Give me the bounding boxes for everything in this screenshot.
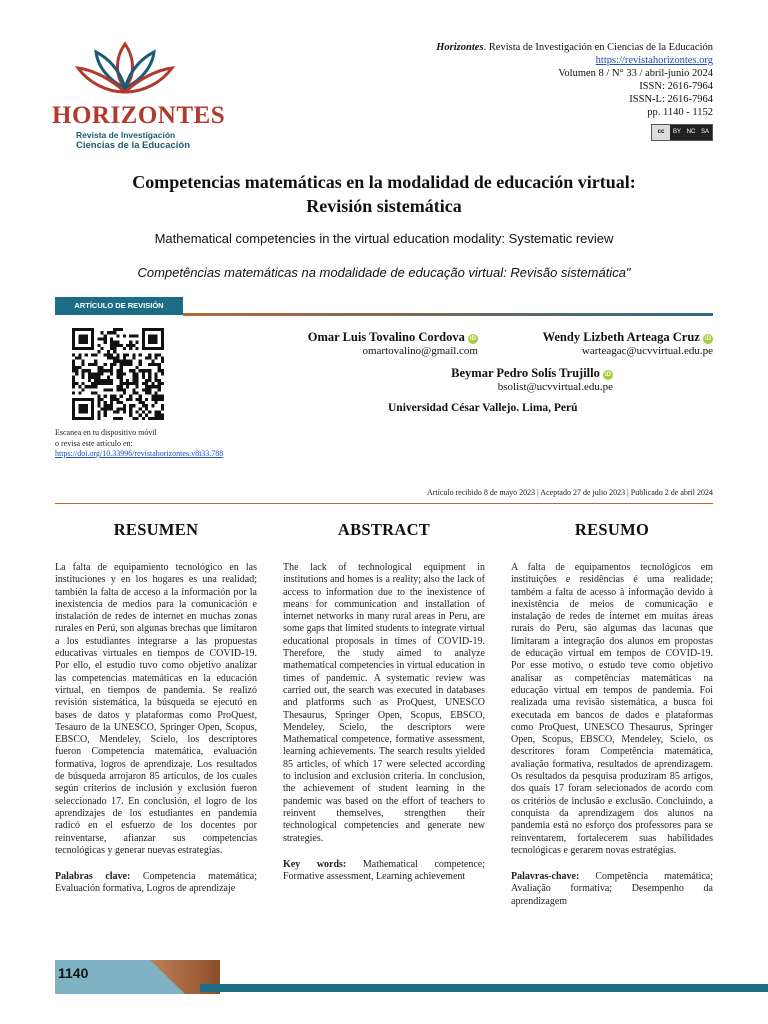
cc-by-icon: BY — [670, 125, 684, 140]
orcid-icon[interactable]: iD — [705, 336, 711, 342]
resumo-column — [511, 520, 713, 908]
article-title-english: Mathematical competencies in the virtual education modality: Systematic review — [154, 231, 614, 246]
page-number: 1140 — [58, 965, 89, 981]
journal-pages: pp. 1140 - 1152 — [647, 107, 713, 118]
article-title-portuguese: Competências matemáticas na modalidade de educação virtual: Revisão sistemática" — [137, 265, 631, 280]
footer-bar — [0, 960, 768, 994]
journal-name: Horizontes. Revista de Investigación en Ciencias de la Educación — [436, 42, 713, 53]
abstract-column — [283, 520, 485, 883]
resumo-keywords: Palavras-chave: Competência matemática; Avaliação formativa; Desempenho da aprendizagem — [511, 871, 714, 907]
logo-subtitle-2: Ciencias de la Educación — [76, 140, 191, 151]
author-block — [451, 366, 613, 393]
doi-link[interactable]: https://doi.org/10.33996/revistahorizontes.v8i33.788 — [55, 449, 224, 458]
author-name: Beymar Pedro Solís Trujillo — [451, 366, 600, 380]
resumen-body: La falta de equipamiento tecnológico en las instituciones y en los hogares es una realidad; también la falta de acceso a la información por la inexistencia de medios para la comunicación e instalación de redes de internet en muchas zonas rurales en Perú, son algunas brechas que limitaron a los estudiantes integrarse a las propuestas educativas virtuales en tiempos de COVID-19. Por ello, el estudio tuvo como objetivo analizar las competencias matemáticas en la educación virtual, en tiempos de pandemia. Se realizó revisión sistemática, la búsqueda se ejecutó en bases de datos y plataformas como ProQuest, Tesauro de la UNESCO, Springer Open, Scopus, EBSCO, Mendeley, Scielo, los descriptores fueron Competencia matemática, evaluación formativa, logros de aprendizaje. Los resultados de búsqueda arrojaron 85 artículos, de los cuales según criterios de inclusión y exclusión fueron seleccionado 17. En conclusión, el logro de los aprendizajes de los estudiantes en pandemia radicó en el esfuerzo de los docentes por reinventarse, afianzar sus competencias tecnológicas y generar nuevas estrategias. — [55, 562, 257, 856]
cc-license-badge[interactable] — [651, 124, 713, 141]
journal-logo — [52, 36, 226, 154]
author-name: Omar Luis Tovalino Cordova — [307, 330, 465, 344]
header-divider — [183, 313, 713, 316]
resumen-heading: RESUMEN — [113, 520, 199, 539]
journal-issn: ISSN: 2616-7964 — [639, 81, 713, 92]
journal-volume: Volumen 8 / N° 33 / abril-junio 2024 — [558, 68, 713, 79]
orcid-icon[interactable]: iD — [605, 372, 611, 378]
scan-note: Escanea en tu dispositivo móvil o revisa este artículo en: https://doi.org/10.33996/revistahorizontes.v8i33.788 — [55, 428, 224, 458]
qr-code-icon[interactable] — [72, 328, 164, 420]
author-block — [308, 330, 478, 357]
article-type-badge: ARTÍCULO DE REVISIÓN — [55, 297, 183, 315]
resumo-body: A falta de equipamentos tecnológicos em instituições e residências é uma realidade; também a falta de acesso à informação devido à inexistência de meios de comunicação e instalação de redes de internet em muitas áreas rurais do Peru, são algumas das lacunas que limitaram a integração dos alunos em propostas de educação virtual em tempos de COVID-19. Por esse motivo, o estudo teve como objetivo analisar as competências matemáticas na educação virtual em tempos de pandemia. Foi realizada uma revisão sistemática, a busca foi executada em bancos de dados e plataformas como ProQuest, UNESCO Thesaurus, Springer Open, Scopus, EBSCO, Mendeley, Scielo, os descritores foram Competência matemática, avaliação formativa, resultados de aprendizagem. Os resultados da pesquisa produziram 85 artigos, dos quais 17 foram selecionados de acordo com os critérios de inclusão e exclusão. Concluindo, a conquista da aprendizagem dos alunos na pandemia está no esforço dos professores para se reinventarem, fortalecerem suas habilidades tecnológicas e gerarem novas estratégias. — [511, 562, 713, 856]
journal-url-link[interactable]: https://revistahorizontes.org — [595, 55, 713, 66]
author-affiliation: Universidad César Vallejo. Lima, Perú — [388, 402, 578, 414]
lotus-icon — [70, 36, 180, 106]
orcid-icon[interactable]: iD — [470, 336, 476, 342]
dates-divider — [55, 503, 713, 504]
author-name: Wendy Lizbeth Arteaga Cruz — [542, 330, 700, 344]
author-block — [543, 330, 713, 357]
journal-info — [436, 41, 713, 141]
cc-icon: cc — [652, 125, 670, 140]
article-dates: Artículo recibido 8 de mayo 2023 | Aceptado 27 de julio 2023 | Publicado 2 de abril 2024 — [426, 488, 713, 497]
cc-sa-icon: SA — [698, 125, 712, 140]
resumo-heading: RESUMO — [574, 520, 650, 539]
logo-wordmark: HORIZONTES — [52, 102, 226, 129]
logo-subtitle: Revista de Investigación — [76, 130, 176, 140]
author-email: bsolist@ucvvirtual.edu.pe — [497, 381, 613, 393]
article-title: Competencias matemáticas en la modalidad de educación virtual: Revisión sistemática — [132, 172, 636, 216]
resumen-column — [55, 520, 257, 896]
abstract-heading: ABSTRACT — [337, 520, 431, 539]
abstract-body: The lack of technological equipment in institutions and homes is a reality; also the lack of access to information due to the inexistence of means for communication and installation of internet networks in many rural areas in Peru, are some gaps that limited students to integrate virtual educational proposals in times of COVID-19. Therefore, the study aimed to analyze mathematical competencies in virtual education in times of pandemic. A systematic review was carried out, the search was executed in databases and platforms such as ProQuest, UNESCO Thesaurus, Springer Open, Scopus, EBSCO, Mendeley, Scielo, the descriptors were Mathematical competence, formative assessment, learning achievements. The search results yielded 85 articles, of which 17 were selected according to inclusion and exclusion criteria. In conclusion, the achievement of student learning in the pandemic was based on the effort of teachers to reinvent themselves, strengthen their technological competencies and generate new strategies. — [283, 562, 485, 844]
resumen-keywords: Palabras clave: Competencia matemática; Evaluación formativa, Logros de aprendizaje — [55, 871, 258, 895]
journal-issnl: ISSN-L: 2616-7964 — [629, 94, 713, 105]
abstract-keywords: Key words: Mathematical competence; Formative assessment, Learning achievement — [283, 858, 485, 883]
cc-nc-icon: NC — [684, 125, 698, 140]
author-email: omartovalino@gmail.com — [362, 345, 478, 357]
author-email: warteagac@ucvvirtual.edu.pe — [581, 345, 713, 357]
